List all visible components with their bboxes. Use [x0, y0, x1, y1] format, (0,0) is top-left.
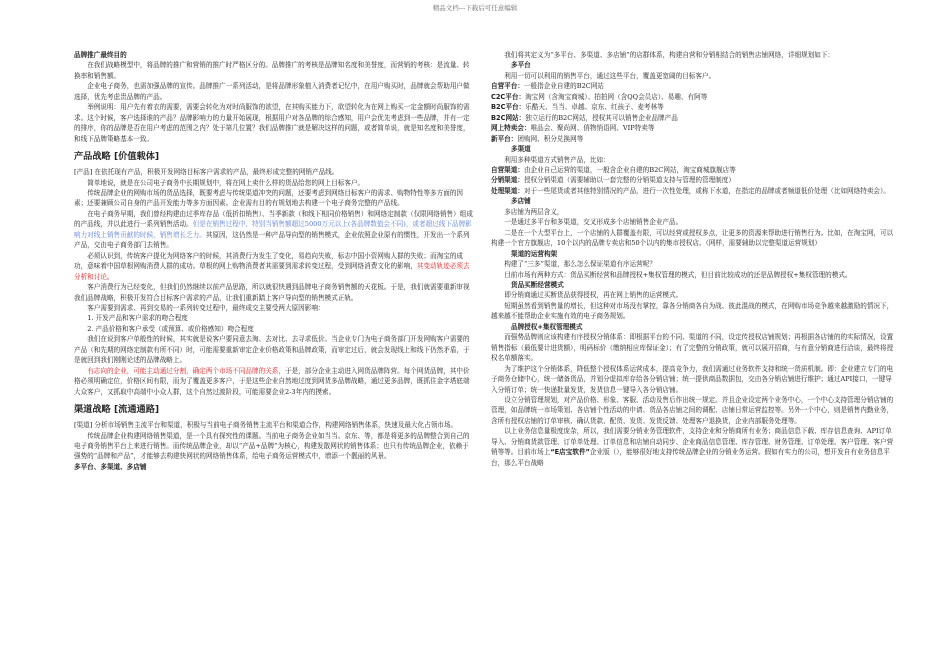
- paragraph: 简单地说，就是在公司电子商务中长期规划中，将在网上卖什么样的货品给您的网上目标客户。: [87, 178, 365, 187]
- paragraph: 客户需要到需求、再到交易的一系列转变过程中，最终成交主要受两大原因影响：: [87, 303, 325, 312]
- channel-item: [491, 165, 897, 175]
- left-column: [74, 50, 474, 472]
- platform-label: C2C平台：: [491, 92, 526, 101]
- subheading-authorized-model: 品牌授权+集权管理模式: [511, 322, 583, 331]
- platform-text: 一般指企业自建的B2C网站: [523, 82, 604, 91]
- subheading-multi-platform: 多平台: [511, 61, 531, 70]
- platform-text: 淘宝网（含淘宝商城）、拍拍网（含QQ会员店）、易趣、有阿等: [525, 92, 708, 101]
- platform-item: [491, 102, 897, 112]
- platform-text: 团购网、积分兑换网等: [517, 134, 584, 143]
- paragraph: 传统品牌企业的网购市场的货品选择，既要考虑与传统渠道冲突的问题，还要考虑到网络目标客户的需求、购物特性等多方面的因素；还要兼顾公司自身的产品开发能力等多方面因素。企业需有目的有规划地去构建一个电子商务完整的产品线。: [74, 188, 464, 208]
- paragraph: 利用多种渠道方式销售产品，比如：: [504, 155, 610, 164]
- channel-label: 处理渠道：: [491, 186, 524, 195]
- paragraph: [渠道] 分析市场销售主流平台和渠道，积极与当前电子商务销售主流平台和渠道合作，构建网络销售体系，快速及最大化占领市场。: [74, 421, 458, 430]
- highlight-text-red: 有志向的企业，可能主动通过分割，确定两个市场不同品牌的关系，: [87, 366, 285, 375]
- channel-text: 对于一些尾货或者其他特别情况的产品，进行一次性处理，或称下水道，在指定的品牌或者频道低价处理（比如网络特卖会）。: [523, 186, 890, 195]
- channel-text: 由企业自己运营的渠道，一般含企业自建的B2C网站，淘宝商城旗舰店等: [523, 165, 736, 174]
- channel-text: 授权分销渠道（需要辅助以一套完整的分销渠道支持与管理的管理制度）: [523, 176, 735, 185]
- text-run: 于是，部分企业主动进入网货品牌阵营。每个网货品牌，其中价格必须明确定位，价格区间有限，而为了覆盖更多客户，于是这些企业自然地过度到网货多品牌战略，通过更多品牌，既抓住金字塔底端大众客户，又抓取中高端中小众人群，这个自然过渡阶段，可能需要企业2-3年内的摸索。: [74, 366, 470, 396]
- platform-item: [491, 123, 897, 133]
- channel-item: [491, 186, 897, 196]
- platform-text: 唯品会、聚尚网、俏物悄语网、VIP特卖等: [530, 124, 655, 133]
- paragraph: [74, 209, 474, 251]
- software-name: “E店宝软件”: [550, 448, 590, 457]
- heading-brand-goal: 品牌推广最终目的: [74, 51, 127, 59]
- platform-text: 独立运行的B2C网站，授权其可以销售企业品牌产品: [525, 113, 678, 122]
- paragraph: 传统品牌企业构建网络销售渠道，是一个具有探究性的课题。当前电子商务企业如当当、京东、等，都是将更多的品牌整合到自己的电子商务销售平台上来进行销售。而传统品牌企业，却以“产品+品牌”为核心，构建发散网状的销售体系；也只有传统品牌企业，依赖于强势的“品牌和产品”，才能够去构建快网状的网络销售体系，给电子商务运营模式中，增添一个靓丽的风景。: [74, 431, 470, 461]
- paragraph: 举例说明：用户先有着衣的需要，需要会转化为对时尚服饰的欲望，在其购买能力下，欲望转化为在网上购买一定金额时尚服饰的需求。这个时候，客户选择谁的产品？品牌影响力的力量开始展现，根据用户对各品牌的综合感知，用户会优先考虑到一些品牌，并有一定的排序，你的品牌是否在用户考虑的范围之内？处于第几位置？我们品牌推广就是解决这样的问题，或者简单说，就是知名度和美誉度，和线下品牌策略基本一致。: [74, 103, 470, 143]
- paragraph: 在我们战略模型中，将品牌的推广和营销的推广时严格区分的。品牌推广的考核是品牌知名度和美誉度，而营销的考核：是流量、转换率和销售额。: [74, 61, 470, 80]
- heading-channel-strategy: 渠道战略 [流通通路]: [74, 404, 160, 416]
- paragraph: 企业电子商务，也需加强品牌的宣传。品牌推广一系列活动，是将品牌形象植入消费者记忆中，在用户购买时，品牌就会帮助用户做选择，优先考虑贵品牌的产品。: [74, 82, 470, 101]
- highlight-text-red: 其变动轨迹必须去分析和讨论: [74, 262, 470, 281]
- text-run: 企业版（），能够很好地支持传统品牌企业的分销业务运营。假如有实力的公司，想开发自有业务信息平台，那么平台战略: [491, 448, 890, 467]
- channel-label: 分销渠道：: [491, 176, 524, 185]
- platform-text: 乐酷天、当当、卓越、京东、红孩子、麦考林等: [525, 103, 664, 112]
- paragraph: [产品] 在依托现有产品，积极开发网络目标客户需求的产品，最终形成完整的网销产品线。: [74, 168, 339, 177]
- channel-label: 自营渠道：: [491, 165, 524, 174]
- text-run: 其原因，这仍然是一种产品导向型的销售模式，企业依照企业原有的惯性，开发出一个系列产品，交由电子商务部门去销售。: [74, 230, 470, 250]
- subheading-buyout-model: 货品买断经营模式: [511, 280, 564, 289]
- paragraph: 构建了“三多”渠道，那么怎么保证渠道有序运营呢？: [504, 260, 656, 269]
- paragraph: 二是在一个大型平台上，一个店铺的人群覆盖有限，可以经营或授权多点，让更多的资源来帮助进行销售行为。比如，在淘宝网，可以构建一个官方旗舰店，10个以内的品牌专卖店和50个以内的集市授权店。（网样，需要辅助以完整渠道运营规划）: [491, 228, 894, 248]
- heading-multi: 多平台、多渠道、多店铺: [74, 462, 147, 471]
- list-item: 2. 产品价格和客户承受（或预算、或价格感知）吻合程度: [87, 324, 254, 333]
- heading-product-strategy: 产品战略 [价值载体]: [74, 151, 160, 163]
- paragraph: 利用一切可以利用的销售平台，通过这些平台，覆盖更宽阔的目标客户。: [504, 71, 716, 80]
- text-run: 。: [106, 272, 114, 281]
- paragraph: 设立分销管理规划，对产品价格、形象、客服、活动及售后作出统一规定。并且企业设定两个业务中心，一个中心支持管理分销店铺的管理，如品牌统一市场策划、各店铺个性活动的申请、货品各店铺之间的调配、店铺日常运营监控等。另外一个中心，则是销售内勤业务，含所有授权店铺的订单审核、确认货款、配货、发货、发货反馈、处理客户退换货，企业内部服务处理等。: [491, 395, 894, 425]
- text-run: 在电子商务早期，我们曾经构建由过季库存品（低折扣销售）、当季新款（和线下相同价格销售）和网络定制款（仅限网络销售）组成的产品线，并以此进行一系列销售活动。: [74, 209, 473, 229]
- platform-item: [491, 134, 897, 144]
- paragraph: 我们在说到客户单般性的时候，其实就是说客户要同意去淘、去对比、去寻求低价。当企业专门为电子商务部门开发网购客户需要的产品（和先期的网络定制款有所不同）时，可能需要重新审定企业价格政策和品牌政策，而审定过后，就会发现线上和线下仍然矛盾，于是就回到我们刚刚论述的品牌战略上。: [74, 335, 470, 365]
- subheading-multi-store: 多店铺: [511, 197, 531, 206]
- paragraph: 而强势品牌则应该构建有序授权分销体系：即根据平台的不同、渠道的不同，设定传授权店铺规划；再根据各店铺的的实际情况，设置销售指标（最低要计进货额），明码标价（缴纳相应库保证金）；有了完整的分销政策，就可以展开招商，与有意分销商进行洽谈，最终将授权名单额落实。: [491, 333, 894, 363]
- paragraph: 客户消费行为已经变化，但我们仍然继续以前产品思路，所以就很快遇到品牌电子商务销售额的天花板。于是，我们就需要重新审视我们品牌战略，积极开发符合目标客户需求的产品，让我们重新踏上客户导向型的销售模式正轨。: [74, 283, 470, 302]
- page-header: 精品文档---下载后可任意编辑: [432, 4, 518, 12]
- paragraph: 为了维护这个分销体系，降低整个授权体系运营成本，提高竞争力，我们需通过业务软件支持和统一货质机制。即：企业建立专门的电子商务仓储中心，统一储备货品，并划分虚拟库存给各分销店铺；统一提供商品数据包，交由各分销店铺进行维护；通过API接口，一键导入分销订单；统一快递批量发货，发货信息一键导入各分销店铺。: [491, 364, 894, 394]
- paragraph: 多店铺为两层含义，: [504, 207, 564, 216]
- subheading-multi-channel: 多渠道: [511, 145, 531, 154]
- text-run: 必须认识到，传统客户提化为网络客户的时候，其消费行为发生了变化，易趋向失败，标志中国小资网购人群的失败；而淘宝的成功，意味着中国草根网购消费人群的成功。草根的网上购物消费者其需要到需求转变过程，受到网络消费文化的影响，: [74, 251, 464, 271]
- list-item: 1. 开发产品和客户需求的吻合程度: [87, 314, 188, 323]
- platform-label: 新平台：: [491, 134, 518, 143]
- subheading-channel-ops: 渠道的运营构架: [511, 249, 558, 258]
- right-column: [491, 50, 897, 468]
- paragraph: [491, 426, 897, 468]
- paragraph: 我们将其定义为“多平台、多渠道、多店铺”的店群体系，构建自营和分销相结合的销售店铺网络，详细规划如下：: [504, 51, 835, 59]
- platform-item: [491, 81, 897, 91]
- paragraph: 即分销商通过买断货品获得授权，再在网上销售的运营模式。: [504, 291, 683, 300]
- platform-label: B2C平台：: [491, 103, 526, 112]
- text-run: 以上业务信息量极度庞杂，所以，我们需要分销业务管理软件，支持企业和分销商所有业务；商品信息下载、库存信息查询、API订单导入、分销商货款管理、订单单处理、订单信息和店铺自动同步、企业商品信息管理、库存管理、财务管理、订单处理、客户管理、客户营销等等。目前市场上: [491, 427, 894, 457]
- paragraph: [74, 251, 474, 282]
- paragraph: 目前市场有两种方式：货品买断经营和品牌授权+集权管理的模式，但目前比较成功的还是品牌授权+集权管理的模式。: [504, 270, 852, 279]
- platform-item: [491, 92, 897, 102]
- platform-label: 网上特卖会：: [491, 124, 531, 133]
- platform-item: [491, 113, 897, 123]
- platform-label: 自营平台：: [491, 82, 524, 91]
- paragraph: 一是通过多平台和多渠道，交叉形成多个店铺销售企业产品。: [504, 218, 683, 227]
- highlight-text-blue: 但是在销售过程中，特别当销售额超过5000万元以上(各品牌数值会不同)，或者超过线下品牌影响力对线上销售贡献的时候，销售增长乏力。: [74, 220, 472, 239]
- paragraph: [74, 366, 474, 397]
- channel-item: [491, 175, 897, 185]
- paragraph: 短期虽然看到销售量的增长，但这种对市场没有掌控，靠各分销商各自为战、彼此混战的模式，在网购市场竞争越来越激励的情况下，越来越不能帮助企业实施有效的电子商务规划。: [491, 301, 894, 321]
- platform-label: B2C网站：: [491, 113, 526, 122]
